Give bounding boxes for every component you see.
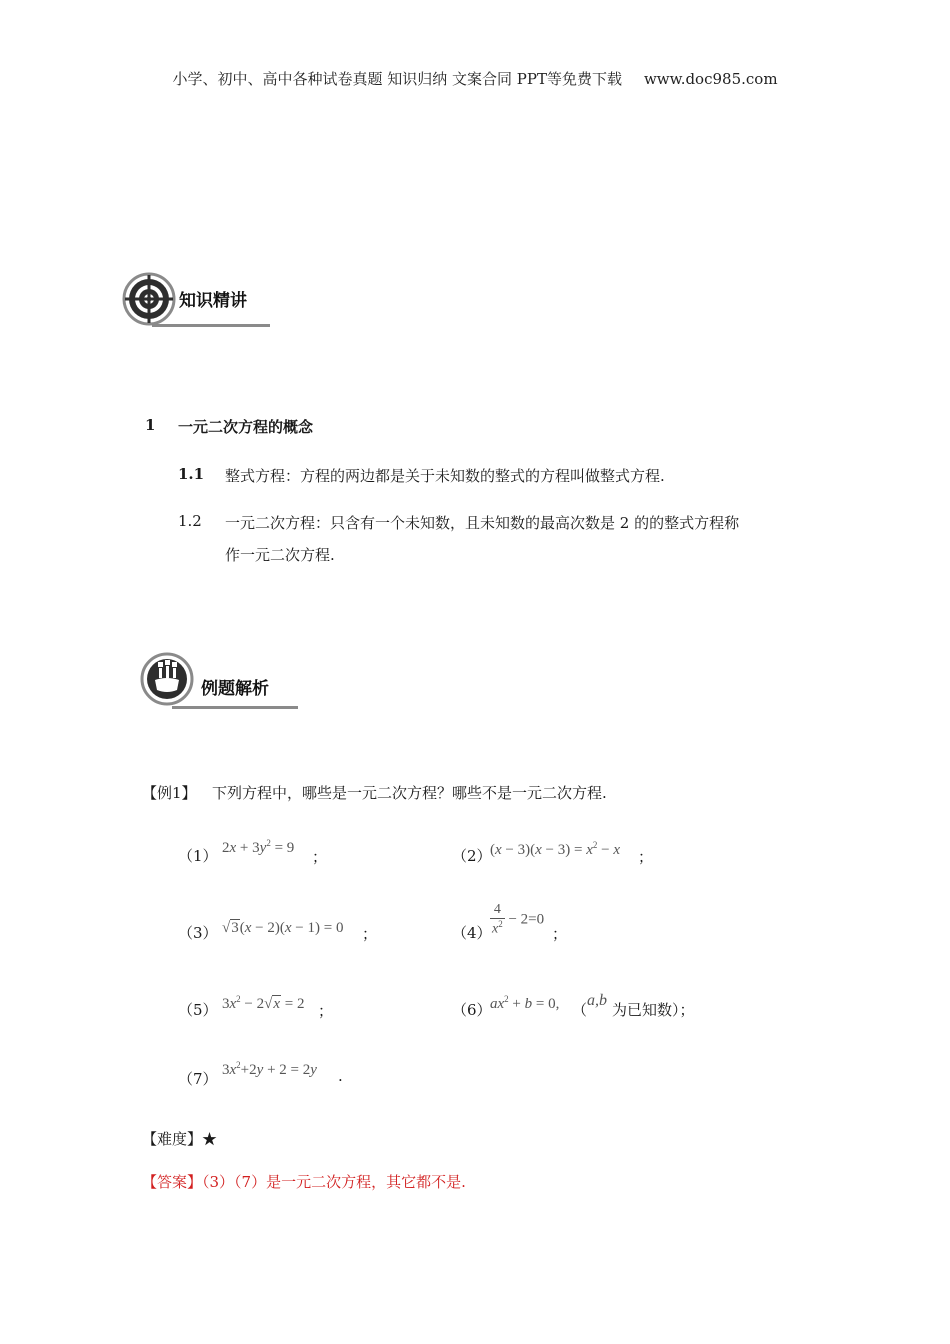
target-icon (122, 272, 178, 328)
equation-1: $2x + 3y^2 = 9$ (222, 838, 295, 856)
equation-label: （1） (178, 847, 218, 865)
section-title-examples: 例题解析 (201, 679, 269, 699)
equation-label: （4） (452, 924, 492, 942)
equation-label: （3） (178, 924, 218, 942)
equation-note-open: （ (572, 1001, 588, 1019)
equation-suffix: ； (318, 1002, 334, 1020)
item-number: 1.1 (178, 465, 205, 483)
equation-2: $(x - 3)(x - 3) = x^2 - x$ (490, 840, 621, 858)
concept-number: 1 (145, 416, 156, 434)
equation-label: （6） (452, 1001, 492, 1019)
header-text: 小学、初中、高中各种试卷真题 知识归纳 文案合同 PPT等免费下载 (172, 70, 622, 88)
equation-4: $\frac{4}{x^2}$ − 2=0 (492, 902, 545, 937)
section-badge-knowledge (122, 272, 272, 332)
equation-6: $ax^2 + b = 0$, (490, 994, 560, 1012)
equation-label: （2） (452, 847, 492, 865)
answer-text: （3）（7）是一元二次方程，其它都不是. (202, 1173, 466, 1191)
difficulty-label: 【难度】 (142, 1130, 203, 1148)
equation-suffix: ； (312, 848, 328, 866)
equation-suffix: ； (552, 925, 568, 943)
equation-suffix: ； (638, 848, 654, 866)
equation-note-vars: a,b (587, 992, 607, 1009)
concept-heading: 一元二次方程的概念 (178, 418, 314, 436)
equation-5: $3x^2 - 2√x = 2$ (222, 994, 305, 1012)
example-label: 【例1】 (142, 784, 197, 802)
answer (142, 1171, 466, 1192)
section-rule (172, 706, 298, 709)
equation-suffix: . (338, 1067, 343, 1085)
item-text: 一元二次方程：只含有一个未知数，且未知数的最高次数是 2 的的整式方程称 (225, 514, 740, 532)
item-text: 整式方程：方程的两边都是关于未知数的整式的方程叫做整式方程. (225, 467, 665, 485)
item-number: 1.2 (178, 512, 202, 530)
header-url[interactable]: www.doc985.com (643, 70, 778, 88)
section-title-knowledge: 知识精讲 (179, 291, 247, 311)
section-badge-examples (140, 652, 300, 712)
equation-3: √3(x − 2)(x − 1) = 0 (222, 920, 344, 936)
equation-suffix: ； (362, 925, 378, 943)
section-rule (152, 324, 270, 327)
item-text-continued: 作一元二次方程. (225, 546, 335, 564)
equation-label: （5） (178, 1001, 218, 1019)
page-header (0, 68, 950, 89)
difficulty-stars: ★ (202, 1130, 218, 1148)
equation-7: $3x^2+2y + 2 = 2y$ (222, 1060, 317, 1078)
equation-note-text: 为已知数）； (612, 1001, 695, 1019)
example-question: 下列方程中，哪些是一元二次方程？哪些不是一元二次方程. (212, 784, 607, 802)
chess-pieces-icon (140, 652, 196, 708)
difficulty (142, 1128, 217, 1149)
equation-label: （7） (178, 1070, 218, 1088)
answer-label: 【答案】 (142, 1173, 203, 1191)
